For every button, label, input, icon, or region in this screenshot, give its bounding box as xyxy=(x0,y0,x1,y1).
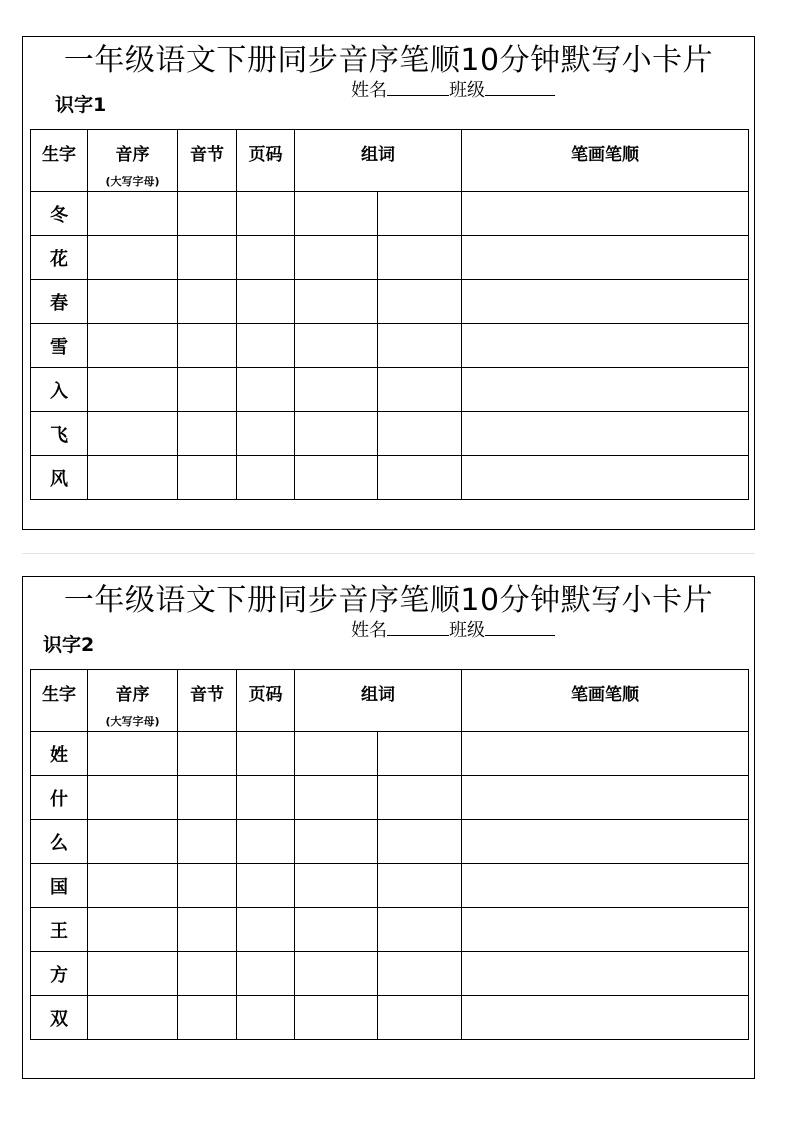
yema-cell[interactable] xyxy=(237,996,295,1040)
bishun-cell[interactable] xyxy=(462,864,749,908)
yinxu-cell[interactable] xyxy=(88,192,178,236)
zuci-cell-1[interactable] xyxy=(295,456,378,500)
yinjie-cell[interactable] xyxy=(178,996,237,1040)
zuci-cell-2[interactable] xyxy=(378,820,462,864)
zuci-cell-1[interactable] xyxy=(295,280,378,324)
header-row xyxy=(31,670,749,732)
char-cell: 双 xyxy=(31,996,88,1040)
name-blank[interactable] xyxy=(387,619,449,636)
header-yinxu-note: (大写字母) xyxy=(105,175,160,188)
bishun-cell[interactable] xyxy=(462,952,749,996)
header-yinxu-note: (大写字母) xyxy=(105,715,160,728)
zuci-cell-1[interactable] xyxy=(295,908,378,952)
char-cell: 冬 xyxy=(31,192,88,236)
table-row xyxy=(31,820,749,864)
page-divider xyxy=(22,553,755,554)
bishun-cell[interactable] xyxy=(462,820,749,864)
zuci-cell-2[interactable] xyxy=(378,192,462,236)
bishun-cell[interactable] xyxy=(462,732,749,776)
yinjie-cell[interactable] xyxy=(178,456,237,500)
yema-cell[interactable] xyxy=(237,820,295,864)
table-row xyxy=(31,280,749,324)
zuci-cell-2[interactable] xyxy=(378,952,462,996)
zuci-cell-2[interactable] xyxy=(378,236,462,280)
name-blank[interactable] xyxy=(387,79,449,96)
yinjie-cell[interactable] xyxy=(178,952,237,996)
yema-cell[interactable] xyxy=(237,776,295,820)
header-zuci: 组词 xyxy=(295,670,462,732)
header-yinxu xyxy=(88,670,178,732)
zuci-cell-2[interactable] xyxy=(378,368,462,412)
bishun-cell[interactable] xyxy=(462,412,749,456)
char-cell: 什 xyxy=(31,776,88,820)
yema-cell[interactable] xyxy=(237,908,295,952)
table-row xyxy=(31,776,749,820)
section-label: 识字2 xyxy=(43,634,95,656)
char-cell: 花 xyxy=(31,236,88,280)
yinjie-cell[interactable] xyxy=(178,236,237,280)
card-title: 一年级语文下册同步音序笔顺10分钟默写小卡片 xyxy=(63,583,714,618)
zuci-cell-2[interactable] xyxy=(378,864,462,908)
yinxu-cell[interactable] xyxy=(88,732,178,776)
char-cell: 春 xyxy=(31,280,88,324)
char-cell: 风 xyxy=(31,456,88,500)
bishun-cell[interactable] xyxy=(462,324,749,368)
zuci-cell-1[interactable] xyxy=(295,820,378,864)
dictation-table xyxy=(30,669,749,1040)
yinxu-cell[interactable] xyxy=(88,996,178,1040)
yema-cell[interactable] xyxy=(237,236,295,280)
yema-cell[interactable] xyxy=(237,456,295,500)
zuci-cell-1[interactable] xyxy=(295,952,378,996)
yema-cell[interactable] xyxy=(237,280,295,324)
class-label: 班级 xyxy=(449,80,485,101)
yinjie-cell[interactable] xyxy=(178,324,237,368)
table-row xyxy=(31,456,749,500)
yema-cell[interactable] xyxy=(237,192,295,236)
header-yema: 页码 xyxy=(237,670,295,732)
yinxu-cell[interactable] xyxy=(88,908,178,952)
yema-cell[interactable] xyxy=(237,324,295,368)
zuci-cell-1[interactable] xyxy=(295,412,378,456)
table-body xyxy=(31,192,749,500)
yema-cell[interactable] xyxy=(237,732,295,776)
name-class-line xyxy=(351,619,555,643)
name-label: 姓名 xyxy=(351,620,387,641)
yinxu-cell[interactable] xyxy=(88,864,178,908)
yema-cell[interactable] xyxy=(237,952,295,996)
name-label: 姓名 xyxy=(351,80,387,101)
yinjie-cell[interactable] xyxy=(178,732,237,776)
card-title: 一年级语文下册同步音序笔顺10分钟默写小卡片 xyxy=(63,43,714,78)
class-blank[interactable] xyxy=(485,79,555,96)
zuci-cell-1[interactable] xyxy=(295,368,378,412)
bishun-cell[interactable] xyxy=(462,776,749,820)
bishun-cell[interactable] xyxy=(462,456,749,500)
header-char: 生字 xyxy=(31,130,88,192)
zuci-cell-2[interactable] xyxy=(378,456,462,500)
table-row xyxy=(31,412,749,456)
bishun-cell[interactable] xyxy=(462,368,749,412)
header-yinxu-label: 音序 xyxy=(115,145,150,165)
yinxu-cell[interactable] xyxy=(88,412,178,456)
name-class-line xyxy=(351,79,555,103)
yinjie-cell[interactable] xyxy=(178,368,237,412)
zuci-cell-2[interactable] xyxy=(378,732,462,776)
zuci-cell-2[interactable] xyxy=(378,776,462,820)
char-cell: 么 xyxy=(31,820,88,864)
header-bishun: 笔画笔顺 xyxy=(462,670,749,732)
char-cell: 方 xyxy=(31,952,88,996)
yinxu-cell[interactable] xyxy=(88,236,178,280)
header-char: 生字 xyxy=(31,670,88,732)
yinjie-cell[interactable] xyxy=(178,908,237,952)
yinjie-cell[interactable] xyxy=(178,280,237,324)
zuci-cell-1[interactable] xyxy=(295,324,378,368)
zuci-cell-1[interactable] xyxy=(295,864,378,908)
bishun-cell[interactable] xyxy=(462,192,749,236)
header-yema: 页码 xyxy=(237,130,295,192)
yinxu-cell[interactable] xyxy=(88,952,178,996)
yinjie-cell[interactable] xyxy=(178,820,237,864)
header-yinxu xyxy=(88,130,178,192)
bishun-cell[interactable] xyxy=(462,908,749,952)
dictation-card-2 xyxy=(22,576,755,1079)
yinxu-cell[interactable] xyxy=(88,280,178,324)
class-label: 班级 xyxy=(449,620,485,641)
header-yinjie: 音节 xyxy=(178,670,237,732)
yinxu-cell[interactable] xyxy=(88,776,178,820)
zuci-cell-2[interactable] xyxy=(378,324,462,368)
table-row xyxy=(31,236,749,280)
yema-cell[interactable] xyxy=(237,864,295,908)
header-zuci: 组词 xyxy=(295,130,462,192)
zuci-cell-2[interactable] xyxy=(378,996,462,1040)
table-row xyxy=(31,192,749,236)
char-cell: 雪 xyxy=(31,324,88,368)
zuci-cell-1[interactable] xyxy=(295,236,378,280)
yinjie-cell[interactable] xyxy=(178,192,237,236)
char-cell: 飞 xyxy=(31,412,88,456)
zuci-cell-2[interactable] xyxy=(378,908,462,952)
char-cell: 国 xyxy=(31,864,88,908)
table-row xyxy=(31,952,749,996)
table-row xyxy=(31,864,749,908)
zuci-cell-1[interactable] xyxy=(295,996,378,1040)
bishun-cell[interactable] xyxy=(462,236,749,280)
char-cell: 王 xyxy=(31,908,88,952)
zuci-cell-1[interactable] xyxy=(295,776,378,820)
zuci-cell-1[interactable] xyxy=(295,732,378,776)
yema-cell[interactable] xyxy=(237,368,295,412)
yema-cell[interactable] xyxy=(237,412,295,456)
class-blank[interactable] xyxy=(485,619,555,636)
table-row xyxy=(31,368,749,412)
yinjie-cell[interactable] xyxy=(178,776,237,820)
table-row xyxy=(31,324,749,368)
header-yinjie: 音节 xyxy=(178,130,237,192)
table-row xyxy=(31,732,749,776)
dictation-table xyxy=(30,129,749,500)
zuci-cell-1[interactable] xyxy=(295,192,378,236)
dictation-card-1 xyxy=(22,36,755,530)
header-bishun: 笔画笔顺 xyxy=(462,130,749,192)
bishun-cell[interactable] xyxy=(462,996,749,1040)
yinjie-cell[interactable] xyxy=(178,864,237,908)
zuci-cell-2[interactable] xyxy=(378,280,462,324)
bishun-cell[interactable] xyxy=(462,280,749,324)
table-body xyxy=(31,732,749,1040)
yinjie-cell[interactable] xyxy=(178,412,237,456)
char-cell: 入 xyxy=(31,368,88,412)
yinxu-cell[interactable] xyxy=(88,324,178,368)
section-label: 识字1 xyxy=(55,94,107,116)
header-row xyxy=(31,130,749,192)
yinxu-cell[interactable] xyxy=(88,820,178,864)
table-row xyxy=(31,996,749,1040)
header-yinxu-label: 音序 xyxy=(115,685,150,705)
table-row xyxy=(31,908,749,952)
yinxu-cell[interactable] xyxy=(88,456,178,500)
char-cell: 姓 xyxy=(31,732,88,776)
yinxu-cell[interactable] xyxy=(88,368,178,412)
zuci-cell-2[interactable] xyxy=(378,412,462,456)
